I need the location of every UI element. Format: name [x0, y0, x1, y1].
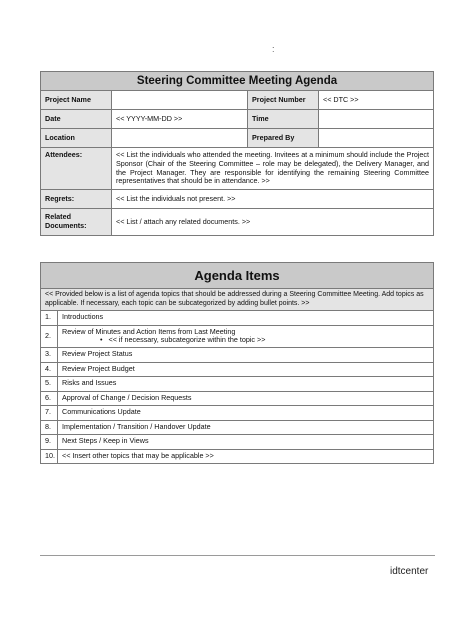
agenda-item-row [41, 362, 434, 377]
agenda-item-row [41, 406, 434, 421]
agenda-item-row [41, 377, 434, 392]
regrets-label: Regrets: [41, 190, 112, 209]
agenda-item-row [41, 311, 434, 326]
agenda-item-number: 8. [41, 420, 58, 435]
agenda-item-cell[interactable] [58, 449, 434, 464]
agenda-items-title: Agenda Items [41, 263, 434, 289]
agenda-item-text: Implementation / Transition / Handover Update [62, 421, 211, 431]
agenda-item-text: Review Project Status [62, 349, 133, 359]
agenda-item-cell[interactable] [58, 391, 434, 406]
related-label-line1: Related [45, 212, 71, 222]
agenda-item-cell[interactable] [58, 311, 434, 326]
agenda-item-row [41, 435, 434, 450]
project-number-label: Project Number [248, 91, 319, 110]
agenda-subitem [62, 336, 429, 345]
prepared-by-field[interactable] [319, 129, 434, 148]
agenda-item-cell[interactable] [58, 406, 434, 421]
agenda-item-cell[interactable] [58, 420, 434, 435]
agenda-item-cell[interactable] [58, 348, 434, 363]
page-marker: : [272, 44, 275, 54]
date-label: Date [41, 110, 112, 129]
attendees-label: Attendees: [41, 148, 112, 190]
related-documents-label [41, 209, 112, 236]
agenda-item-number: 9. [41, 435, 58, 450]
agenda-item-row [41, 325, 434, 348]
agenda-item-text: << Insert other topics that may be applicable >> [62, 450, 214, 460]
footer-divider [40, 555, 435, 556]
agenda-items-table [40, 262, 434, 464]
prepared-by-label: Prepared By [248, 129, 319, 148]
agenda-item-row [41, 348, 434, 363]
related-label-line2: Documents: [45, 221, 87, 231]
project-number-field[interactable]: << DTC >> [319, 91, 434, 110]
agenda-item-number: 1. [41, 311, 58, 326]
project-name-label: Project Name [41, 91, 112, 110]
meeting-agenda-title: Steering Committee Meeting Agenda [41, 72, 434, 91]
bullet-icon: • [100, 335, 103, 345]
agenda-item-cell[interactable] [58, 435, 434, 450]
agenda-subitem-text: << if necessary, subcategorize within the topic >> [108, 335, 266, 345]
attendees-field[interactable]: << List the individuals who attended the meeting. Invitees at a minimum should include the Project Sponsor (Chair of the Steering Committee – role may be delegated), the Delivery Manager, and the Project Manager. They are responsible for identifying the remaining Steering Committee representatives that should be in attendance. >> [112, 148, 434, 190]
agenda-item-text: Communications Update [62, 407, 141, 417]
agenda-item-cell[interactable] [58, 377, 434, 392]
agenda-item-number: 6. [41, 391, 58, 406]
agenda-item-text: Risks and Issues [62, 378, 117, 388]
agenda-item-row [41, 420, 434, 435]
agenda-item-cell[interactable] [58, 325, 434, 348]
agenda-item-number: 7. [41, 406, 58, 421]
agenda-item-text: Introductions [62, 312, 104, 322]
time-field[interactable] [319, 110, 434, 129]
agenda-item-text: Next Steps / Keep in Views [62, 436, 149, 446]
footer-brand: idtcenter [390, 566, 429, 577]
regrets-field[interactable]: << List the individuals not present. >> [112, 190, 434, 209]
agenda-item-row [41, 391, 434, 406]
agenda-item-number: 10. [41, 449, 58, 464]
agenda-item-number: 4. [41, 362, 58, 377]
agenda-item-text: Review Project Budget [62, 363, 135, 373]
location-label: Location [41, 129, 112, 148]
agenda-item-cell[interactable] [58, 362, 434, 377]
date-field[interactable]: << YYYY-MM-DD >> [112, 110, 248, 129]
agenda-item-number: 3. [41, 348, 58, 363]
agenda-intro: << Provided below is a list of agenda topics that should be addressed during a Steering Committee Meeting. Add topics as applicable. If necessary, each topic can be subcategorized by adding bullet points. >> [41, 289, 434, 311]
agenda-item-row [41, 449, 434, 464]
agenda-item-text: Review of Minutes and Action Items from Last Meeting [62, 326, 236, 336]
agenda-item-text: Approval of Change / Decision Requests [62, 392, 192, 402]
location-field[interactable] [112, 129, 248, 148]
agenda-item-number: 5. [41, 377, 58, 392]
related-documents-field[interactable]: << List / attach any related documents. >> [112, 209, 434, 236]
meeting-info-table [40, 71, 434, 236]
time-label: Time [248, 110, 319, 129]
agenda-list [41, 311, 434, 464]
project-name-field[interactable] [112, 91, 248, 110]
agenda-item-number: 2. [41, 325, 58, 348]
